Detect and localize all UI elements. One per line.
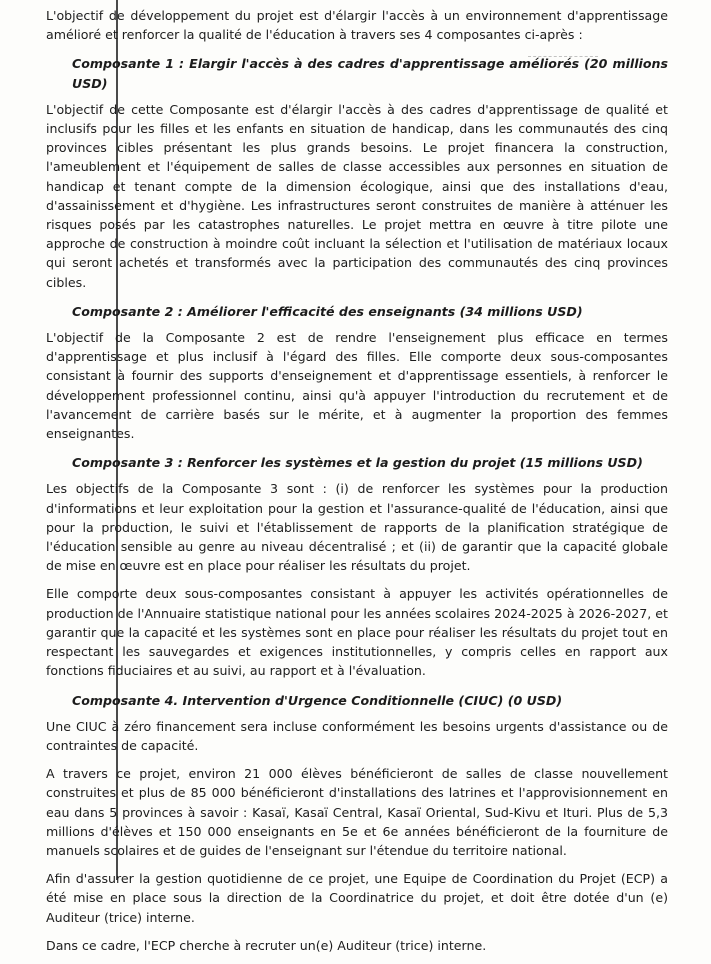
section-3-paragraph-2: Elle comporte deux sous-composantes consistant à appuyer les activités opérationnelles de production de l'Annuaire statistique national pour les années scolaires 2024-2025 à 2026-2027, et garantir que la capacité et les systèmes sont en place pour réaliser les résultats du projet tout en respectant les sauvegardes et exigences institutionnelles, y compris celles en rapport aux fonctions fiduciaires et au suivi, au rapport et à l'évaluation. xyxy=(46,586,668,679)
section-3-heading: Composante 3 : Renforcer les systèmes et la gestion du projet (15 millions USD) xyxy=(72,455,643,471)
section-3-paragraph-1: Les objectifs de la Composante 3 sont : (i) de renforcer les systèmes pour la production d'informations et leur exploitation pour la gestion et l'assurance-qualité de l'éducation, ainsi que pour la production, le suivi et l'établissement de rapports de la planification stratégique de l'éducation sensible au genre au niveau décentralisé ; et (ii) de garantir que la capacité globale de mise en œuvre est en place pour réaliser les résultats du projet. xyxy=(46,481,668,574)
section-4-paragraph-4: Dans ce cadre, l'ECP cherche à recruter un(e) Auditeur (trice) interne. xyxy=(46,937,487,953)
section-4-paragraph-2: A travers ce projet, environ 21 000 élèves bénéficieront de salles de classe nouvellement construites et plus de 85 000 bénéficieront d'installations des latrines et l'approvisionnement en eau dans 5 provinces à savoir : Kasaï, Kasaï Central, Kasaï Oriental, Sud-Kivu et Ituri. Plus de 5,3 millions d'élèves et 150 000 enseignants en 5e et 6e années bénéficieront de la fourniture de manuels scolaires et de guides de l'enseignant sur l'étendue du territoire national. xyxy=(46,766,668,858)
document-page xyxy=(46,6,668,964)
section-4-paragraph-1: Une CIUC à zéro financement sera incluse conformément les besoins urgents d'assistance ou de contraintes de capacité. xyxy=(46,718,668,753)
section-4-heading: Composante 4. Intervention d'Urgence Conditionnelle (CIUC) (0 USD) xyxy=(72,692,563,708)
section-2-paragraph: L'objectif de la Composante 2 est de rendre l'enseignement plus efficace en termes d'apprentissage et plus inclusif à l'égard des filles. Elle comporte deux sous-composantes consistant à fournir des supports d'enseignement et d'apprentissage essentiels, à renforcer le développement professionnel continu, ainsi qu'à appuyer l'introduction du recrutement et de l'avancement de carrière basés sur le mérite, et à augmenter la proportion des femmes enseignantes. xyxy=(46,330,668,442)
section-1-paragraph: L'objectif de cette Composante est d'élargir l'accès à des cadres d'apprentissage de qualité et inclusifs pour les filles et les enfants en situation de handicap, dans les communautés des cinq provinces cibles présentant les plus grands besoins. Le projet financera la construction, l'ameublement et l'équipement de salles de classe accessibles aux personnes en situation de handicap et tenant compte de la dimension écologique, ainsi que des installations d'eau, d'assainissement et d'hygiène. Les infrastructures seront construites de manière à atténuer les risques posés par les catastrophes naturelles. Le projet mettra en œuvre à titre pilote une approche de construction à moindre coût incluant la sélection et l'utilisation de matériaux locaux qui seront achetés et transformés avec la participation des communautés des cinq provinces cibles. xyxy=(46,101,668,290)
section-4-paragraph-3: Afin d'assurer la gestion quotidienne de ce projet, une Equipe de Coordination du Projet (ECP) a été mise en place sous la direction de la Coordinatrice du projet, et doit être dotée d'un (e) Auditeur (trice) interne. xyxy=(46,871,668,925)
intro-paragraph: L'objectif de développement du projet est d'élargir l'accès à un environnement d'apprentissage amélioré et renforcer la qualité de l'éducation à travers ses 4 composantes ci-après : xyxy=(46,8,668,43)
section-1-heading: Composante 1 : Elargir l'accès à des cadres d'apprentissage améliorés (20 millions USD) xyxy=(72,56,668,91)
section-2-heading: Composante 2 : Améliorer l'efficacité des enseignants (34 millions USD) xyxy=(72,303,583,319)
